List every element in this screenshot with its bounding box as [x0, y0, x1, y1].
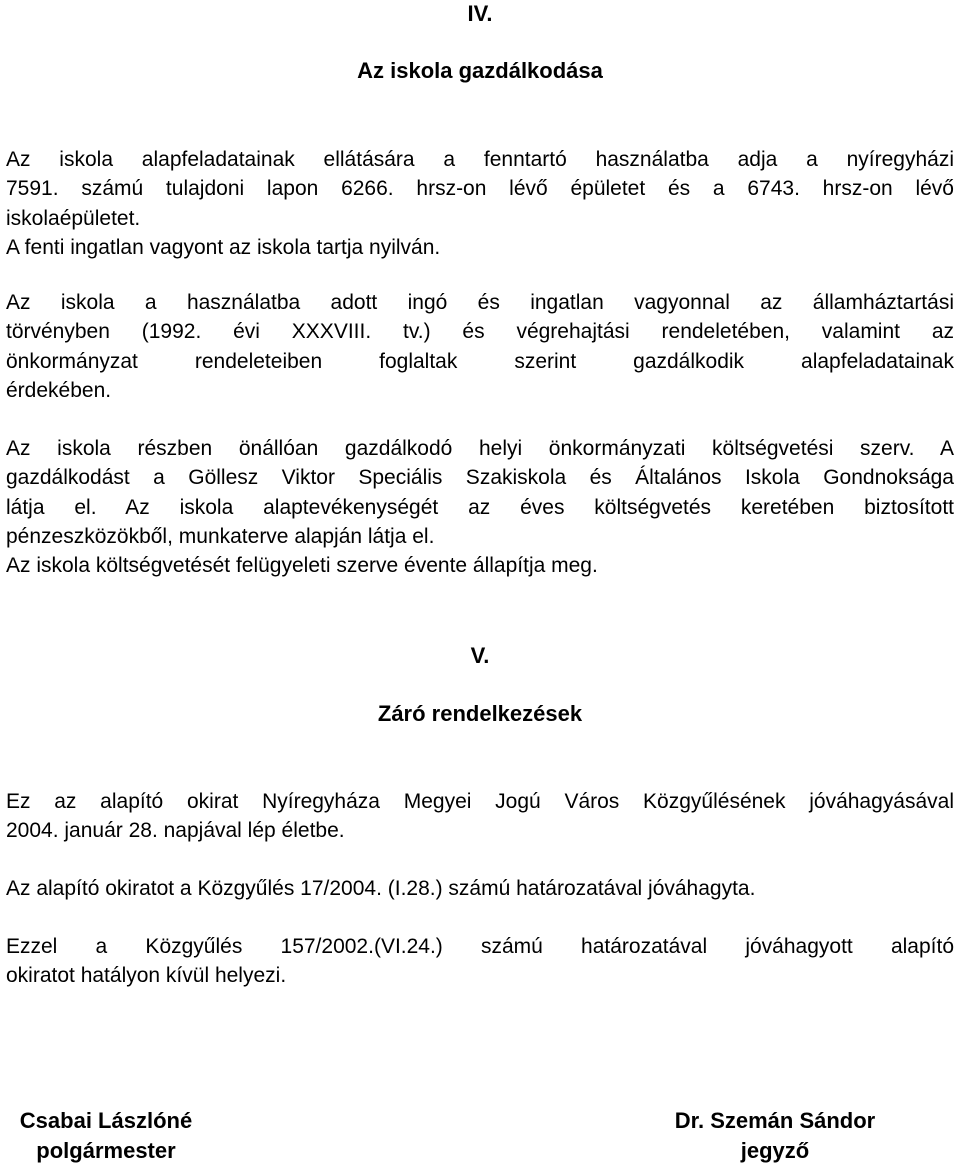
text-line: látja el. Az iskola alaptevékenységét az éves költségvetés keretében biztosított [6, 495, 954, 519]
paragraph-ingatlan [6, 145, 954, 262]
text-line: iskolaépületet. [6, 206, 141, 230]
text-line: Ez az alapító okirat Nyíregyháza Megyei Jogú Város Közgyűlésének jóváhagyásával [6, 790, 954, 813]
paragraph-koltsegvetes [6, 434, 954, 580]
text-line: Ezzel a Közgyűlés 157/2002.(VI.24.) számú határozatával jóváhagyott alapító [6, 935, 954, 958]
section-title-gazdalkodas: Az iskola gazdálkodása [357, 58, 603, 83]
text-line: okiratot hatályon kívül helyezi. [6, 964, 287, 988]
signatory-role: polgármester [36, 1138, 176, 1163]
signature-block-mayor [6, 1106, 206, 1166]
text-line: 2004. január 28. napjával lép életbe. [6, 819, 345, 843]
signatory-role: jegyző [740, 1138, 810, 1163]
text-line: pénzeszközökből, munkaterve alapján látja el. [6, 524, 435, 548]
paragraph-hatalyba-lepes [6, 787, 954, 846]
section-title-zaro: Záró rendelkezések [377, 701, 583, 726]
text-line: önkormányzat rendeleteiben foglaltak szerint gazdálkodik alapfeladatainak [6, 349, 954, 373]
text-line: érdekében. [6, 378, 112, 402]
text-line: gazdálkodást a Göllesz Viktor Speciális Szakiskola és Általános Iskola Gondnoksága [6, 466, 954, 490]
paragraph-vagyon [6, 288, 954, 405]
paragraph-jovahagyas [6, 874, 954, 903]
section-number-v: V. [470, 643, 490, 668]
signatory-name: Csabai Lászlóné [19, 1108, 193, 1133]
text-line: Az iskola alapfeladatainak ellátására a fenntartó használatba adja a nyíregyházi [6, 148, 954, 171]
signatory-name: Dr. Szemán Sándor [674, 1108, 876, 1133]
text-line: Az iskola részben önállóan gazdálkodó helyi önkormányzati költségvetési szerv. A [6, 437, 954, 460]
text-line: 7591. számú tulajdoni lapon 6266. hrsz-on lévő épületet és a 6743. hrsz-on lévő [6, 177, 954, 201]
text-line: Az alapító okiratot a Közgyűlés 17/2004. (I.28.) számú határozatával jóváhagyta. [6, 877, 756, 900]
text-line: törvényben (1992. évi XXXVIII. tv.) és végrehajtási rendeletében, valamint az [6, 320, 954, 344]
text-line: A fenti ingatlan vagyont az iskola tartja nyilván. [6, 235, 441, 259]
text-line: Az iskola a használatba adott ingó és ingatlan vagyonnal az államháztartási [6, 291, 954, 314]
section-number-iv: IV. [467, 1, 493, 26]
paragraph-hatalyon-kivul [6, 932, 954, 991]
text-line: Az iskola költségvetését felügyeleti szerve évente állapítja meg. [6, 554, 598, 578]
signature-block-notary [668, 1106, 882, 1166]
